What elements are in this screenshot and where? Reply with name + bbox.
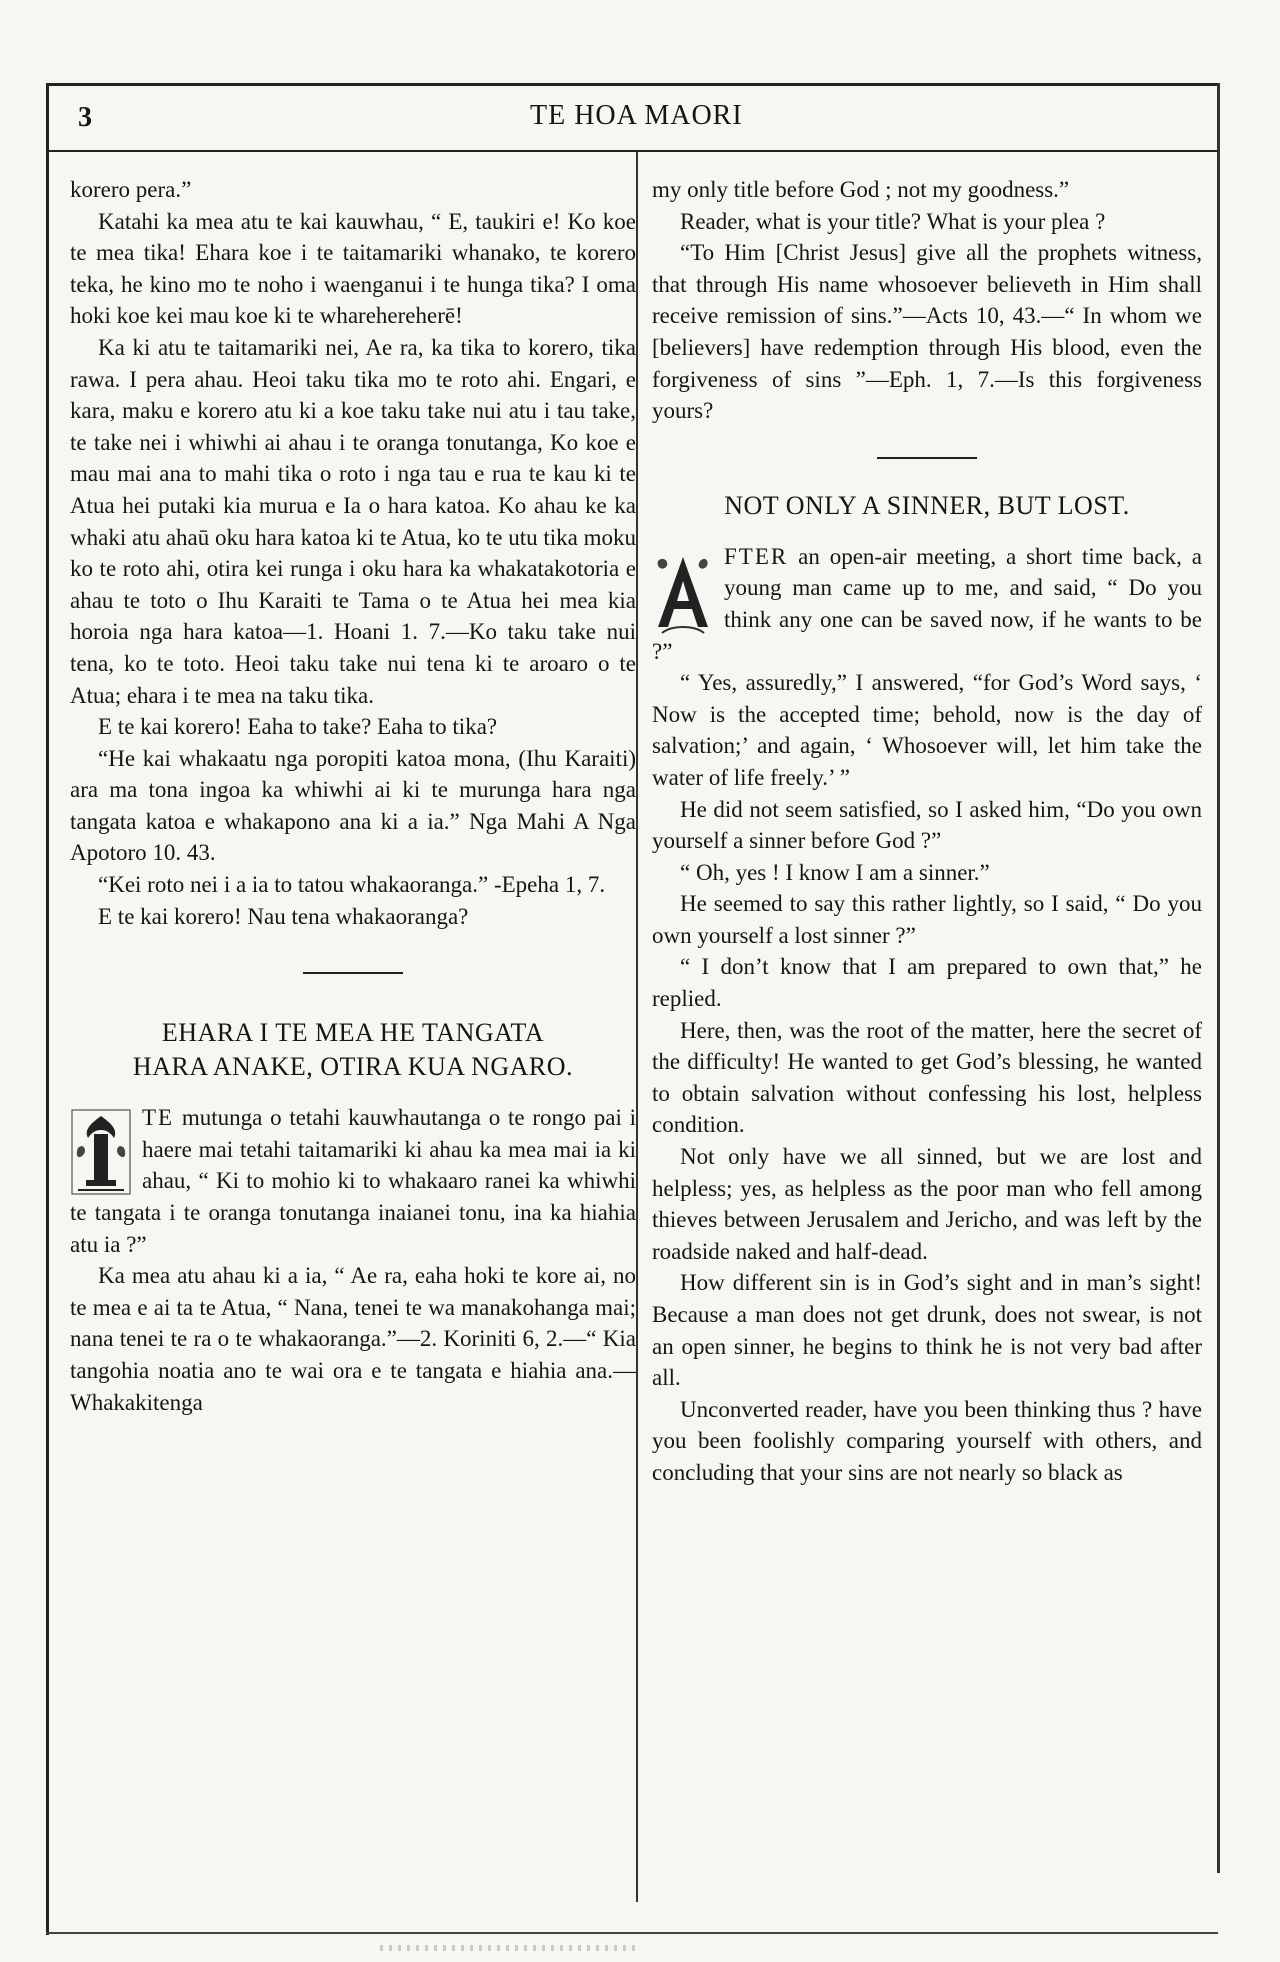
paragraph: Not only have we all sinned, but we are lost and helpless; yes, as helpless as the poor man who fell among thieves between Jerusalem and Jericho, and was left by the roadside naked and half-dead. [652, 1144, 1202, 1264]
paragraph: korero pera.” [70, 177, 192, 202]
page-border-bottom [46, 1932, 1218, 1934]
paragraph: Katahi ka mea atu te kai kauwhau, “ E, taukiri e! Ko koe te mea tika! Ehara koe i te taitamariki whanako, te korero teka, he kino mo te noho i waenganui i te hunga tika? I oma hoki koe kei mau koe ki te wharehereherē! [70, 208, 636, 329]
section-separator [303, 972, 403, 974]
ornamental-initial-icon [652, 547, 714, 635]
paragraph: “To Him [Christ Jesus] give all the prophets witness, that through His name whosoever believeth in Him shall receive remission of sins.”—Acts 10, 43.—“ In whom we [believers] have redemption through His blood, even the forgiveness of sins ”—Eph. 1, 7.—Is this forgiveness yours? [652, 240, 1202, 424]
paragraph: Unconverted reader, have you been thinking thus ? have you been foolishly comparing yourself with others, and concluding that your sins are not nearly so black as [652, 1396, 1202, 1485]
lead-word: FTER [724, 543, 789, 569]
paragraph: He seemed to say this rather lightly, so I said, “ Do you own yourself a lost sinner ?” [652, 891, 1202, 948]
section-title-line: EHARA I TE MEA HE TANGATA [161, 1018, 545, 1048]
paragraph-text: mutunga o tetahi kauwhautanga o te rongo pai i haere mai tetahi taitamariki ki ahau ka mea mai ia ki ahau, “ Ki to mohio ki to whakaaro ranei ka whiwhi te tangata i te oranga tonutanga inaianei tonu, ina ka hiahia atu ia ?” [70, 1105, 636, 1257]
paragraph: “ I don’t know that I am prepared to own that,” he replied. [652, 954, 1202, 1012]
header-rule [46, 150, 1218, 152]
paragraph: He did not seem satisfied, so I asked him, “Do you own yourself a sinner before God ?” [652, 796, 1202, 854]
page-number: 3 [78, 102, 92, 133]
page-border-top [46, 83, 1220, 86]
section-title [70, 1016, 636, 1084]
left-column [70, 174, 636, 1418]
page-border-left [46, 83, 49, 1935]
dropcap-paragraph [70, 1102, 636, 1260]
paragraph: E te kai korero! Nau tena whakaoranga? [98, 903, 469, 929]
paragraph: “ Oh, yes ! I know I am a sinner.” [680, 859, 990, 885]
column-divider [636, 152, 638, 1902]
journal-title: TE HOA MAORI [530, 100, 743, 131]
paragraph: Ka mea atu ahau ki a ia, “ Ae ra, eaha hoki te kore ai, no te mea e ai ta te Atua, “ Nana, tenei te wa manakohanga mai; nana tenei te ra o te whakaoranga.”—2. Koriniti 6, 2.—“ Kia tangohia noatia ano te wai ora e te tangata e hiahia ana.—Whakakitenga [70, 1263, 636, 1415]
paragraph: “He kai whakaatu nga poropiti katoa mona, (Ihu Karaiti) ara ma tona ingoa ka whiwhi ai ki te murunga hara nga tangata katoa e whakapono ana ki a ia.” Nga Mahi A Nga Apotoro 10. 43. [70, 745, 636, 866]
paragraph: my only title before God ; not my goodness.” [652, 177, 1070, 202]
print-specks [380, 1945, 640, 1951]
lead-word: TE [142, 1105, 175, 1131]
page-border-right [1217, 83, 1220, 1873]
paragraph: “Kei roto nei i a ia to tatou whakaoranga.” -Epeha 1, 7. [98, 872, 606, 898]
ornamental-initial-icon [70, 1108, 132, 1196]
dropcap-paragraph [652, 541, 1202, 667]
section-title-line: HARA ANAKE, OTIRA KUA NGARO. [132, 1052, 574, 1082]
right-column [652, 174, 1202, 1489]
paragraph: How different sin is in God’s sight and in man’s sight! Because a man does not get drunk, does not swear, is not an open sinner, he begins to think he is not very bad after all. [652, 1270, 1202, 1391]
paragraph: “ Yes, assuredly,” I answered, “for God’s Word says, ‘ Now is the accepted time; behold, now is the day of salvation;’ and again, ‘ Whosoever will, let him take the water of life freely.’ ” [652, 670, 1202, 790]
paragraph: E te kai korero! Eaha to take? Eaha to tika? [98, 714, 498, 740]
section-separator [877, 457, 977, 459]
paragraph: Here, then, was the root of the matter, here the secret of the difficulty! He wanted to get God’s blessing, he wanted to obtain salvation without confessing his lost, helpless condition. [652, 1017, 1202, 1138]
paragraph: Reader, what is your title? What is your plea ? [680, 208, 1106, 234]
paragraph-text: an open-air meeting, a short time back, a young man came up to me, and said, “ Do you think any one can be saved now, if he wants to be ?” [652, 543, 1202, 664]
paragraph: Ka ki atu te taitamariki nei, Ae ra, ka tika to korero, tika rawa. I pera ahau. Heoi taku tika mo te roto ahi. Engari, e kara, maku e korero atu ki a koe taku take nui atu i tau take, te take nei i whiwhi ai ahau i te oranga tonutanga, Ko koe e mau mai ana to mahi tika o roto i nga tau e rua te kau ki te Atua hei putaki kia murua e Ia o hara katoa. Ko ahau ke ka whaki atu ahaū oku hara katoa ki te Atua, ko te utu tika moku ko te roto ahi, otira kei runga i oku hara ka whakatakotoria e ahau te toto o Ihu Karaiti te Tama o te Atua hei mea kia horoia nga hara katoa—1. Hoani 1. 7.—Ko taku take nui tena, ko te toto. Heoi taku take nui tena ki te aroaro o te Atua; ehara i te mea na taku tika. [70, 334, 636, 708]
section-title: NOT ONLY A SINNER, BUT LOST. [724, 490, 1130, 520]
